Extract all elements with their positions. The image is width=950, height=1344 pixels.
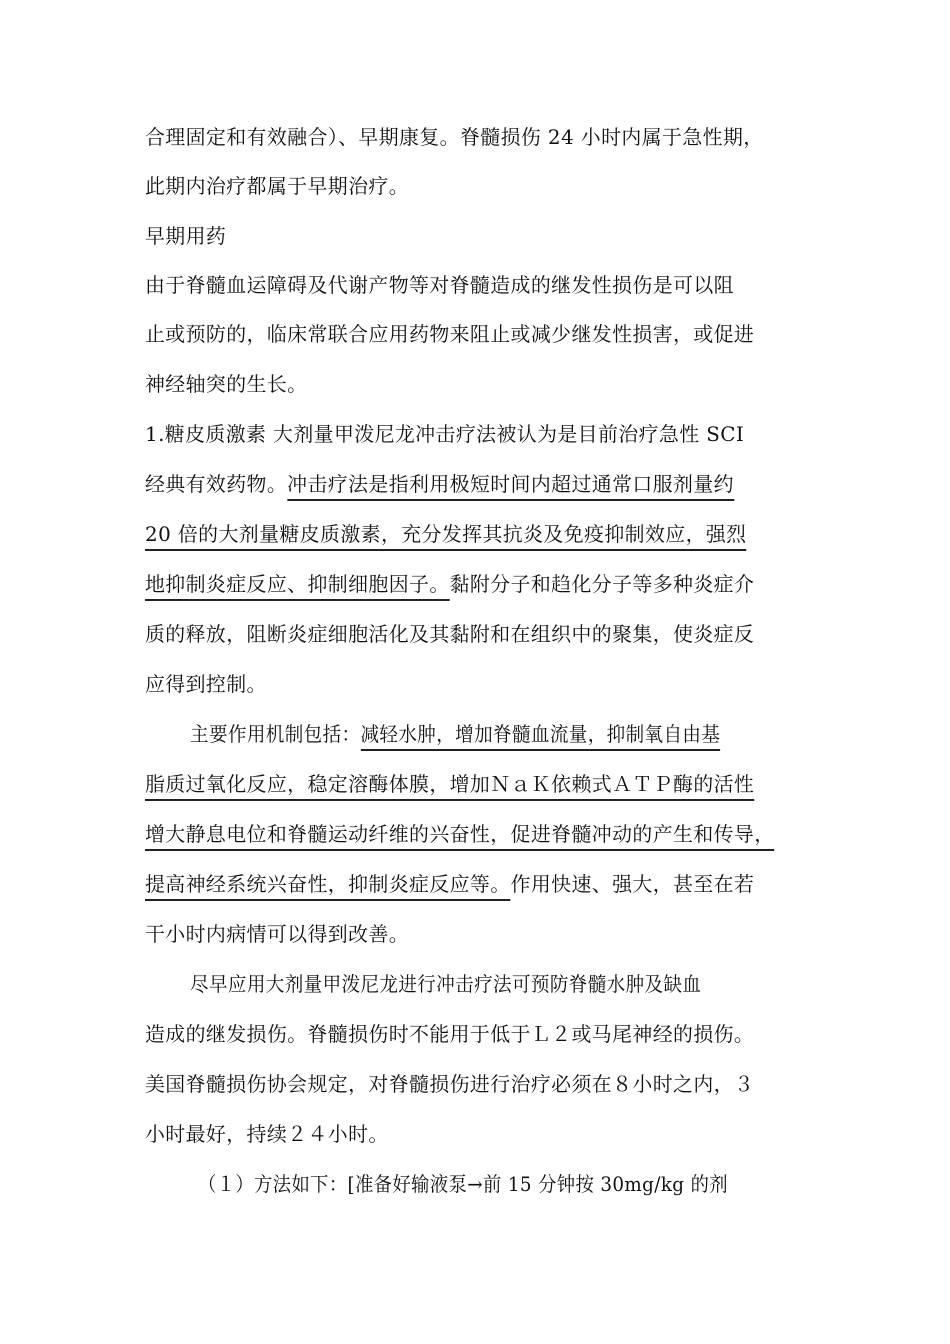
text-line — [145, 622, 812, 646]
text-segment: （１）方法如下：[准备好输液泵→前 15 分钟按 30mg/kg 的剂 — [198, 1172, 728, 1196]
text-line — [145, 125, 812, 149]
text-segment: 干小时内病情可以得到改善。 — [145, 922, 410, 946]
text-line — [145, 872, 812, 896]
text-line — [145, 1022, 812, 1046]
underlined-segment: 提高神经系统兴奋性，抑制炎症反应等。 — [145, 872, 511, 901]
text-line — [145, 372, 812, 396]
text-segment: 作用快速、强大，甚至在若 — [510, 872, 755, 896]
text-line — [198, 1172, 812, 1196]
text-line — [145, 522, 812, 546]
text-segment: 主要作用机制包括： — [190, 722, 361, 746]
text-line — [145, 1122, 812, 1146]
text-line — [190, 972, 812, 996]
underlined-segment: 地抑制炎症反应、抑制细胞因子。 — [145, 572, 450, 601]
underlined-segment: 减轻水肿，增加脊髓血流量，抑制氧自由基 — [360, 722, 720, 751]
text-line — [190, 722, 812, 746]
underlined-segment: 脂质过氧化反应，稳定溶酶体膜，增加ＮａＫ依赖式ＡＴＰ酶的活性 — [145, 772, 754, 801]
underlined-segment: 冲击疗法是指利用极短时间内超过通常口服剂量约 — [287, 472, 734, 501]
text-segment: 合理固定和有效融合）、早期康复。脊髓损伤 24 小时内属于急性期， — [145, 125, 764, 149]
text-line — [145, 672, 812, 696]
text-line — [145, 572, 812, 596]
text-segment: 黏附分子和趋化分子等多种炎症介 — [449, 572, 755, 596]
section-heading — [145, 224, 812, 248]
text-segment: 止或预防的，临床常联合应用药物来阻止或减少继发性损害，或促进 — [145, 322, 755, 346]
text-segment: 应得到控制。 — [145, 672, 267, 696]
text-line — [145, 174, 812, 198]
text-line — [145, 922, 812, 946]
text-segment: 1.糖皮质激素 大剂量甲泼尼龙冲击疗法被认为是目前治疗急性 SCI — [145, 422, 745, 446]
text-segment: 美国脊髓损伤协会规定，对脊髓损伤进行治疗必须在８小时之内，３ — [145, 1072, 755, 1096]
text-line — [145, 822, 812, 846]
text-segment: 造成的继发损伤。脊髓损伤时不能用于低于Ｌ２或马尾神经的损伤。 — [145, 1022, 755, 1046]
text-line — [145, 422, 812, 446]
text-segment: 经典有效药物。 — [145, 472, 288, 496]
text-segment: 小时最好，持续２４小时。 — [145, 1122, 389, 1146]
text-line — [145, 772, 812, 796]
text-segment: 早期用药 — [145, 224, 227, 248]
text-segment: 质的释放，阻断炎症细胞活化及其黏附和在组织中的聚集，使炎症反 — [145, 622, 755, 646]
text-segment: 由于脊髓血运障碍及代谢产物等对脊髓造成的继发性损伤是可以阻 — [145, 273, 734, 297]
text-line — [145, 1072, 812, 1096]
text-segment: 神经轴突的生长。 — [145, 372, 308, 396]
text-line — [145, 322, 812, 346]
text-line — [145, 273, 812, 297]
text-segment: 尽早应用大剂量甲泼尼龙进行冲击疗法可预防脊髓水肿及缺血 — [190, 972, 702, 996]
text-segment: 此期内治疗都属于早期治疗。 — [145, 174, 410, 198]
underlined-segment: 20 倍的大剂量糖皮质激素，充分发挥其抗炎及免疫抑制效应，强烈 — [145, 522, 746, 551]
underlined-segment: 增大静息电位和脊髓运动纤维的兴奋性，促进脊髓冲动的产生和传导， — [145, 822, 775, 851]
text-line — [145, 472, 812, 496]
